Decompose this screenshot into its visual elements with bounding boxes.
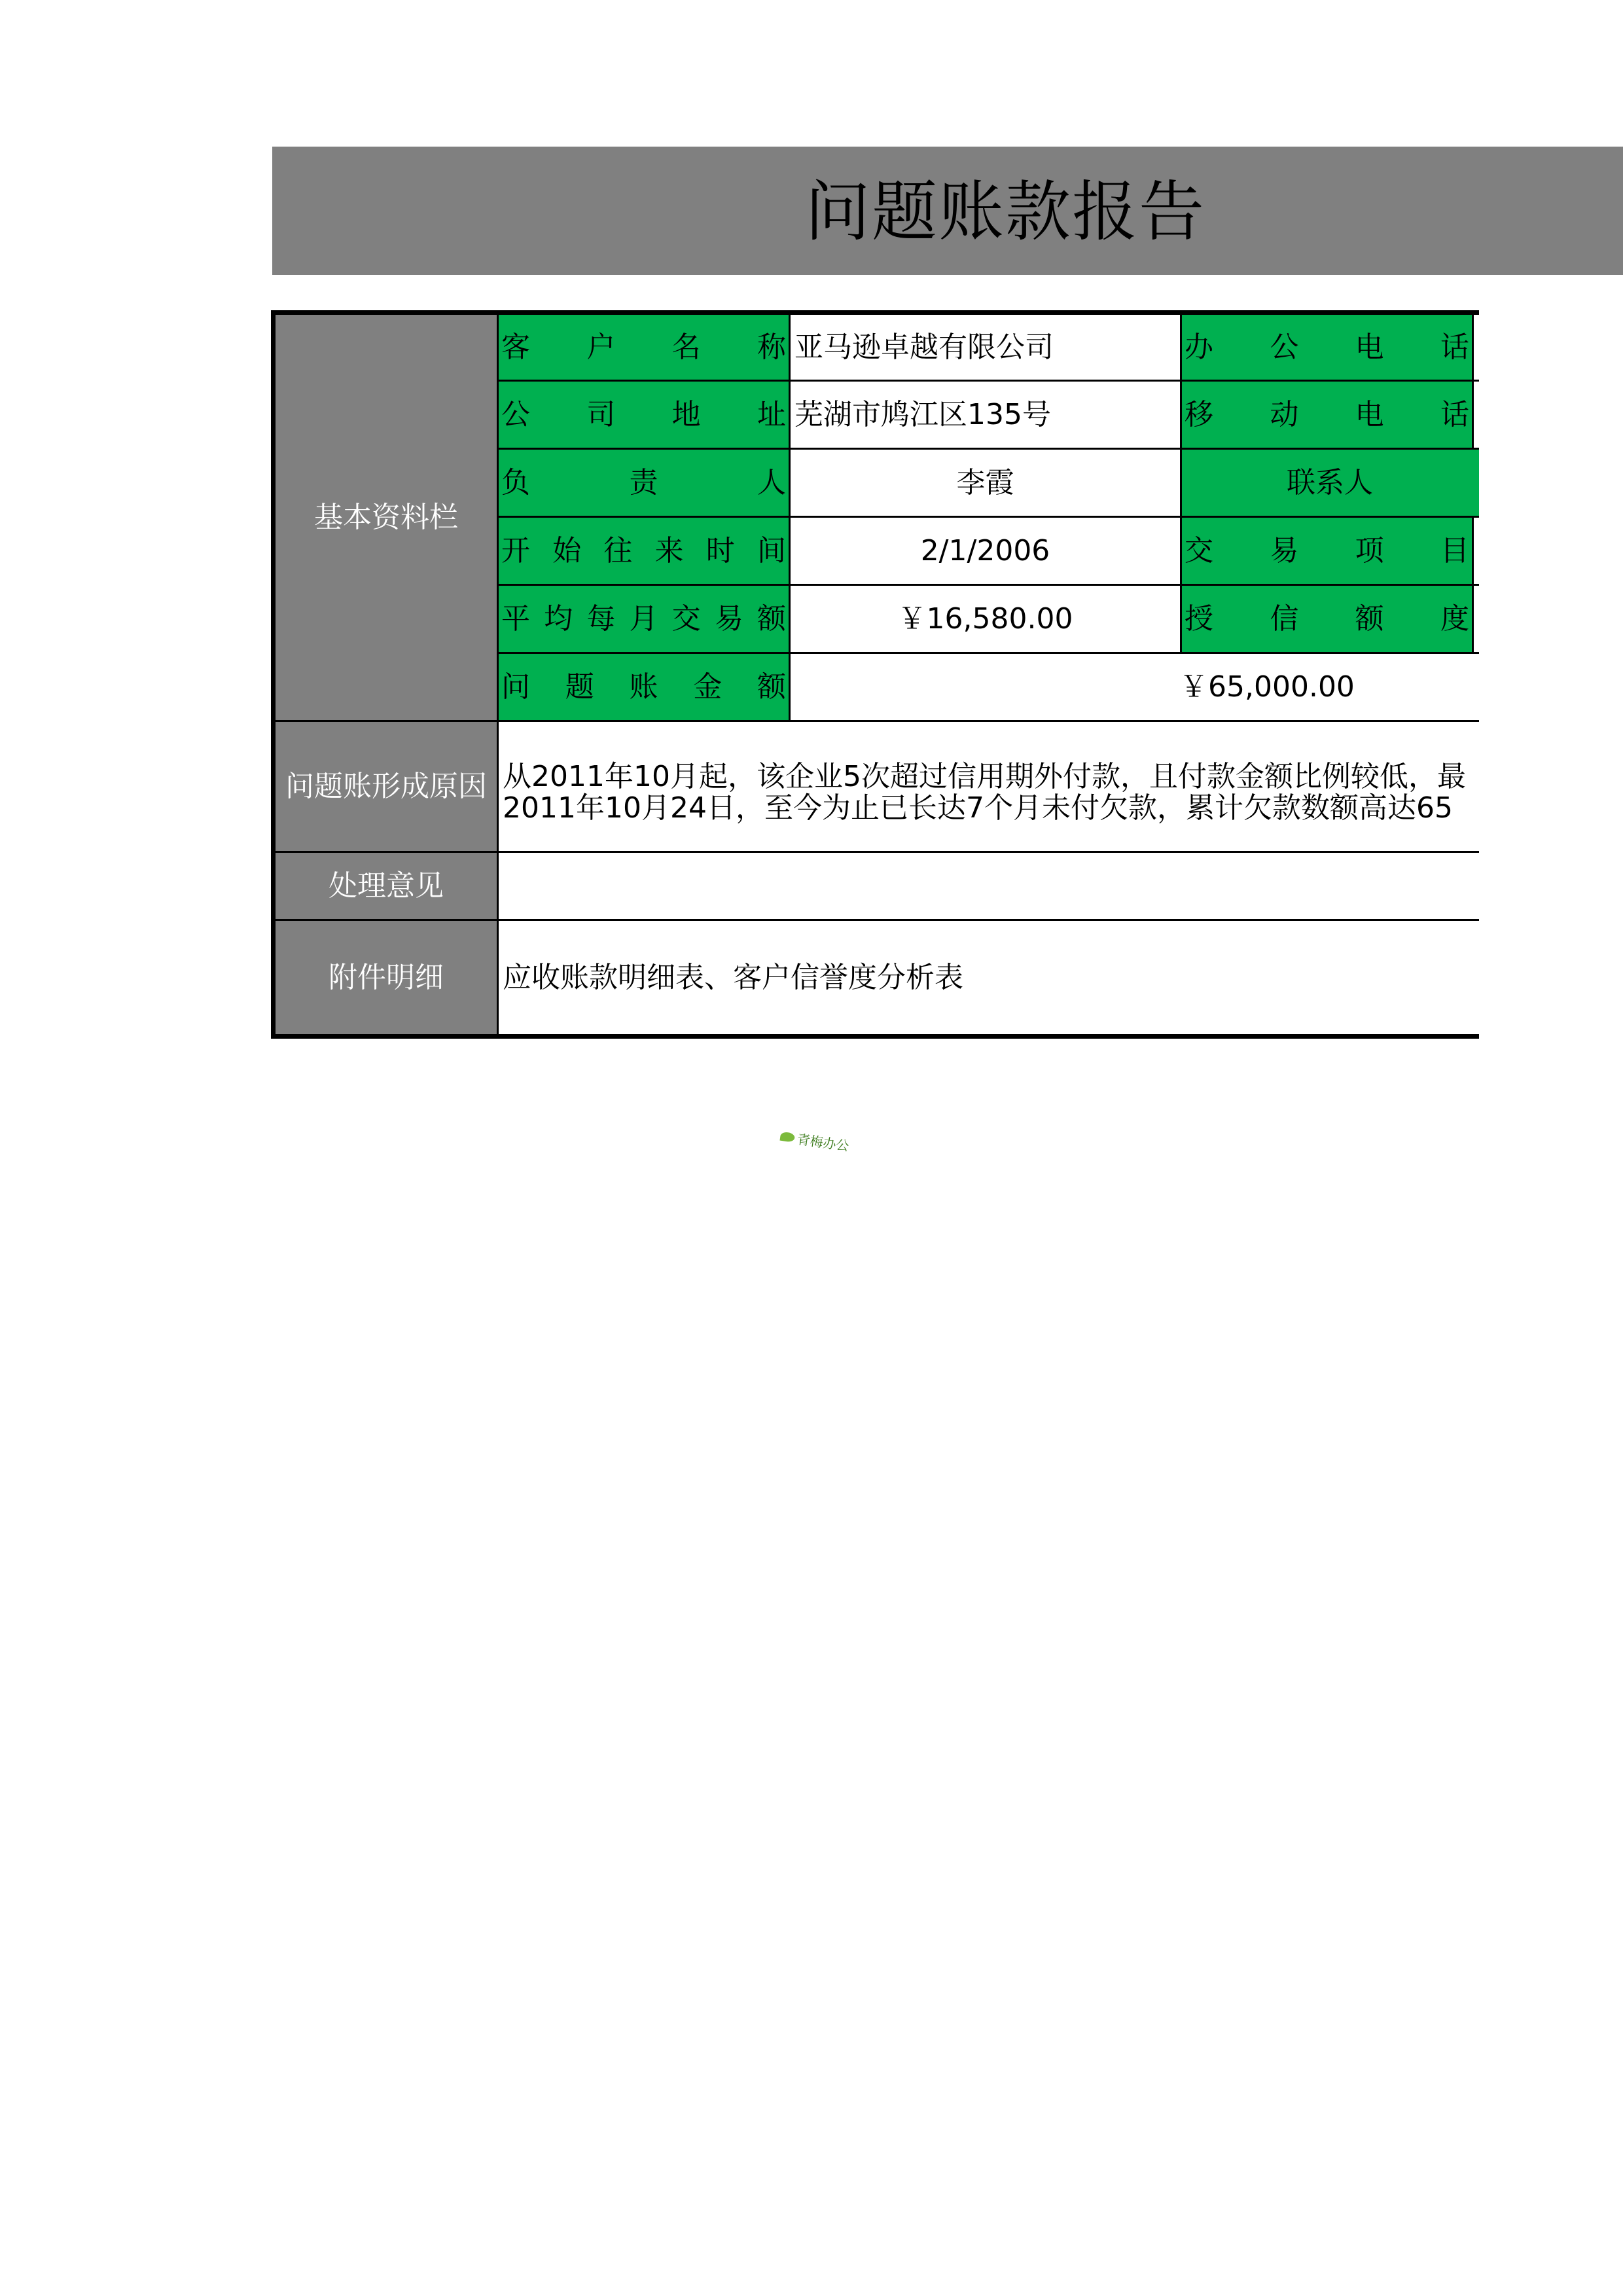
office-phone-value[interactable] [1473, 313, 1480, 381]
problem-amount-label: 问题账金额 [498, 653, 790, 721]
attachment-label: 附件明细 [274, 920, 498, 1037]
watermark-text: 青梅办公 [796, 1131, 850, 1155]
reason-label: 问题账形成原因 [274, 721, 498, 852]
avg-monthly-value[interactable]: ￥16,580.00 [790, 585, 1181, 653]
avg-monthly-label: 平均每月交易额 [498, 585, 790, 653]
credit-label: 授信额度 [1181, 585, 1473, 653]
opinion-label: 处理意见 [274, 852, 498, 920]
manager-label: 负责人 [498, 449, 790, 517]
watermark-logo [779, 1126, 850, 1155]
problem-amount-value[interactable]: ￥65,000.00 [790, 653, 1480, 721]
contact-label: 联系人 [1181, 449, 1480, 517]
customer-name-label: 客户名称 [498, 313, 790, 381]
mobile-value[interactable] [1473, 381, 1480, 449]
report-table-viewport [268, 308, 1479, 1041]
credit-value[interactable] [1473, 585, 1480, 653]
manager-value[interactable]: 李霞 [790, 449, 1181, 517]
page-title: 问题账款报告 [805, 173, 1205, 250]
address-label: 公司地址 [498, 381, 790, 449]
trade-item-value[interactable] [1473, 517, 1480, 585]
section-basic-label: 基本资料栏 [274, 313, 498, 721]
mobile-label: 移动电话 [1181, 381, 1473, 449]
start-time-value[interactable]: 2/1/2006 [790, 517, 1181, 585]
customer-name-value[interactable]: 亚马逊卓越有限公司 [790, 313, 1181, 381]
reason-line-1: 从2011年10月起，该企业5次超过信用期外付款，且付款金额比例较低，最 [503, 759, 1466, 793]
trade-item-label: 交易项目 [1181, 517, 1473, 585]
address-value[interactable]: 芜湖市鸠江区135号 [790, 381, 1181, 449]
reason-text[interactable] [498, 721, 1480, 852]
start-time-label: 开始往来时间 [498, 517, 790, 585]
report-table [271, 310, 1479, 1039]
opinion-value[interactable] [498, 852, 1480, 920]
reason-line-2: 2011年10月24日，至今为止已长达7个月未付欠款，累计欠款数额高达65 [503, 791, 1453, 825]
attachment-value[interactable]: 应收账款明细表、客户信誉度分析表 [498, 920, 1480, 1037]
leaf-icon [780, 1131, 796, 1142]
office-phone-label: 办公电话 [1181, 313, 1473, 381]
